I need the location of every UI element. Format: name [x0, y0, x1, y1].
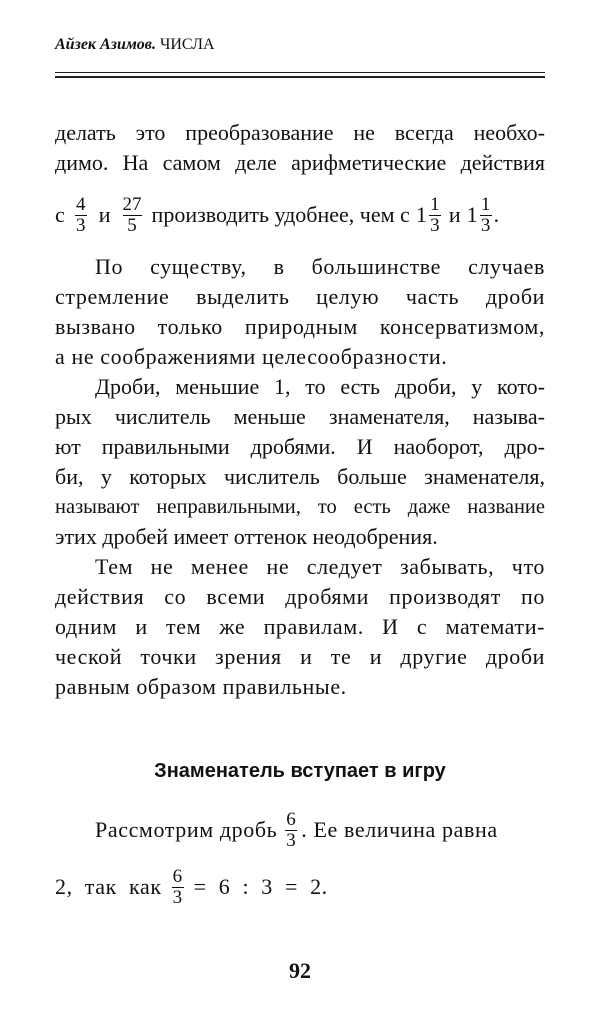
section-heading: Знаменатель вступает в игру — [154, 760, 446, 782]
fraction: $\frac{1}{3}$ — [480, 193, 491, 236]
text-line: рых числитель меньше знаменателя, называ- — [55, 404, 545, 429]
text-line: ческой точки зрения и те и другие дроби — [55, 644, 545, 669]
header-title: ЧИСЛА — [159, 36, 215, 53]
text: Рассмотрим дробь — [95, 817, 278, 842]
text: = 6 : 3 = 2. — [193, 874, 328, 899]
text: и — [448, 202, 461, 227]
mixed-whole: 1 — [466, 202, 478, 227]
formula-line — [55, 192, 545, 238]
text-line: стремление выделить целую часть дроби — [55, 284, 545, 309]
text-line: действия со всеми дробями производят по — [55, 584, 545, 609]
text-line: Тем не менее не следует забывать, что — [95, 554, 545, 579]
page-number: 92 — [289, 958, 311, 983]
fraction: $\frac{4}{3}$ — [76, 193, 86, 236]
mixed-whole: 1 — [415, 202, 427, 227]
text: и — [98, 202, 111, 227]
text: 2, так как — [55, 874, 162, 899]
text-line: называют неправильными, то есть даже название — [55, 496, 545, 518]
period: . — [493, 202, 500, 227]
text-line: димо. На самом деле арифметические действия — [55, 150, 545, 175]
formula-line — [55, 862, 545, 912]
header-author: Айзек Азимов. — [55, 36, 156, 53]
formula-line — [55, 805, 545, 855]
fraction: $\frac{6}{3}$ — [286, 808, 297, 851]
text-line: вызвано только природным консерватизмом, — [55, 314, 545, 339]
header-rule — [55, 72, 545, 73]
text-line: равным образом правильные. — [55, 674, 347, 699]
text-line: би, у которых числитель больше знаменателя, — [55, 464, 545, 489]
text: . Ее величина равна — [301, 817, 498, 842]
text: с — [55, 202, 65, 227]
fraction: $\frac{1}{3}$ — [430, 193, 440, 236]
text-line: этих дробей имеет оттенок неодобрения. — [55, 524, 438, 549]
text-line: делать это преобразование не всегда необхо- — [55, 120, 545, 145]
fraction: $\frac{27}{5}$ — [122, 193, 142, 236]
running-header — [55, 36, 215, 54]
text-line: ют правильными дробями. И наоборот, дро- — [55, 434, 545, 459]
fraction: $\frac{6}{3}$ — [172, 865, 183, 908]
text-line: одним и тем же правилам. И с математи- — [55, 614, 545, 639]
text-line: а не соображениями целесообразности. — [55, 344, 448, 369]
text-line: По существу, в большинстве случаев — [95, 254, 545, 279]
text-line: Дроби, меньшие 1, то есть дроби, у кото- — [95, 374, 545, 399]
header-rule-thick — [55, 76, 545, 78]
text: производить удобнее, чем с — [151, 202, 410, 227]
